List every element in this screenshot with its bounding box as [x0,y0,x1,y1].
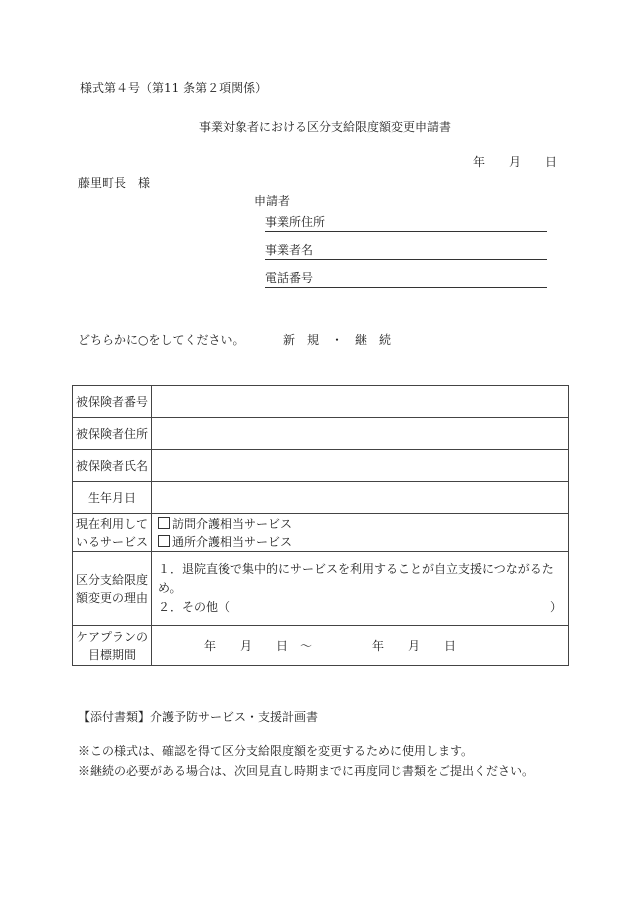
applicant-address-label: 事業所住所 [265,215,326,229]
table-row [73,418,569,450]
birth-date-field[interactable] [152,482,569,514]
reason-option-1[interactable]: １．退院直後で集中的にサービスを利用することが自立支援につながるため。 [158,562,554,595]
applicant-info-table [72,385,569,666]
date-line: 年 月 日 [473,155,558,169]
insured-name-field[interactable] [152,450,569,482]
applicant-name-label: 事業者名 [265,243,314,257]
insured-number-field[interactable] [152,386,569,418]
insured-name-label: 被保険者氏名 [73,450,152,482]
choice-instruction: どちらかに○をしてください。 [78,333,245,347]
applicant-phone-field[interactable] [265,271,547,288]
reason-field[interactable] [152,552,569,626]
table-row [73,450,569,482]
service-option-visit[interactable]: 訪問介護相当サービス [158,515,562,533]
form-title: 事業対象者における区分支給限度額変更申請書 [199,120,452,134]
note-usage: ※この様式は、確認を得て区分支給限度額を変更するために使用します。 [78,744,474,758]
applicant-name-field[interactable] [265,243,547,260]
birth-date-label: 生年月日 [73,482,152,514]
service-option-daycare[interactable]: 通所介護相当サービス [158,533,562,551]
visit-service-checkbox[interactable] [158,517,170,529]
daycare-service-checkbox[interactable] [158,535,170,547]
goal-period-label: ケアプランの 目標期間 [73,626,152,666]
current-service-label: 現在利用して いるサービス [73,514,152,552]
applicant-heading: 申請者 [254,194,291,208]
table-row [73,552,569,626]
table-row [73,386,569,418]
insured-address-label: 被保険者住所 [73,418,152,450]
table-row [73,514,569,552]
insured-address-field[interactable] [152,418,569,450]
reason-label: 区分支給限度 額変更の理由 [73,552,152,626]
form-number: 様式第４号（第11 条第２項関係） [80,81,268,95]
insured-number-label: 被保険者番号 [73,386,152,418]
table-row [73,482,569,514]
choice-options[interactable]: 新 規 ・ 継 続 [283,333,392,347]
addressee: 藤里町長 様 [78,176,151,190]
goal-period-field[interactable]: 年 月 日 ～ 年 月 日 [152,626,569,666]
table-row [73,626,569,666]
attachment-note: 【添付書類】介護予防サービス・支援計画書 [78,710,319,724]
applicant-phone-label: 電話番号 [265,271,314,285]
reason-option-2[interactable]: ２．その他（ ） [158,600,562,614]
note-renewal: ※継続の必要がある場合は、次回見直し時期までに再度同じ書類をご提出ください。 [78,764,535,778]
current-service-options [152,514,569,552]
applicant-address-field[interactable] [265,215,547,232]
